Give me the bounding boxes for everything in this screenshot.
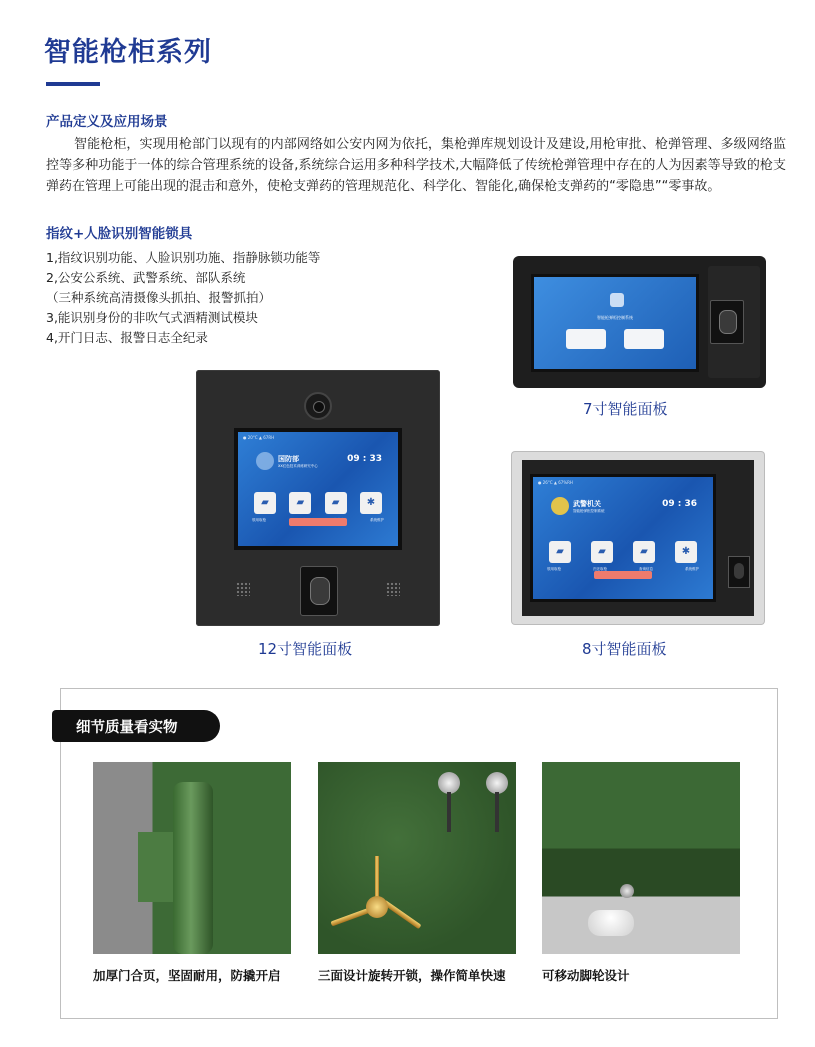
- lock-handle-photo: [318, 762, 516, 954]
- fingerprint-sensor-icon: [710, 300, 744, 344]
- screen-org: 国防部: [278, 455, 299, 463]
- panel-8-screen: [530, 474, 716, 602]
- tile-label: 领用取枪: [547, 567, 561, 571]
- feature-item: 4,开门日志、报警日志全纪录: [46, 330, 208, 345]
- screen-title: 智能枪弹柜控制系统: [597, 315, 633, 320]
- intro-heading: 产品定义及应用场景: [46, 114, 168, 130]
- emblem-icon: [551, 497, 569, 515]
- alarm-button: [289, 518, 347, 526]
- feature-item: 2,公安公系统、武警系统、部队系统: [46, 270, 246, 285]
- tile-label: 领用取枪: [252, 518, 266, 522]
- caster-wheel-icon: [588, 910, 634, 936]
- feature-item: 3,能识别身份的非吹气式酒精测试模块: [46, 310, 258, 325]
- speaker-grille: [386, 582, 400, 596]
- gun-icon: ▰: [591, 541, 613, 563]
- key-icon: [486, 772, 508, 794]
- screen-status: ● 20°C ▲ 67RH: [243, 435, 275, 440]
- fingerprint-sensor-icon: [300, 566, 338, 616]
- detail-caption: 三面设计旋转开锁，操作简单快速: [318, 968, 506, 983]
- alarm-button: [594, 571, 652, 579]
- screen-clock: 09 : 36: [662, 499, 697, 509]
- page-title: 智能枪柜系列: [44, 37, 212, 68]
- panel-8-inch-image: [512, 452, 764, 624]
- gun-icon: ▰: [325, 492, 347, 514]
- detail-caption: 可移动脚轮设计: [542, 968, 630, 983]
- tile-label: 归还取枪: [593, 567, 607, 571]
- bolt-icon: [620, 884, 634, 898]
- feature-item: 1,指纹识别功能、人脸识别功施、指静脉锁功能等: [46, 250, 321, 265]
- hinge-icon: [173, 782, 213, 954]
- details-tag-label: 细节质量看实物: [76, 720, 178, 736]
- gear-icon: ✱: [360, 492, 382, 514]
- intro-paragraph: 智能枪柜，实现用枪部门以现有的内部网络如公安内网为依托，集枪弹库规划设计及建设,用枪审批、枪弹管理、多级网络监控等多种功能于一体的综合管理系统的设备,系统综合运用多种科学技术,大幅降低了传统枪弹管理中存在的人为因素等导致的枪支弹药在管理上可能出现的混击和意外，使枪支弹药的管理规范化、科学化、智能化,确保枪支弹药的“零隐患”“零事故。: [46, 137, 786, 194]
- tile-label: 系统维护: [369, 518, 384, 522]
- detail-caption: 加厚门合页，坚固耐用，防撬开启: [93, 968, 281, 983]
- caption-8-inch: 8寸智能面板: [582, 640, 667, 658]
- screen-status: ● 26°C ▲ 67%RH: [538, 480, 573, 485]
- screen-button: [566, 329, 606, 349]
- gear-icon: ✱: [675, 541, 697, 563]
- screen-button: [624, 329, 664, 349]
- screen-org: 武警机关: [573, 500, 601, 508]
- rotary-handle-icon: [366, 896, 388, 918]
- emblem-icon: [610, 293, 624, 307]
- gun-icon: ▰: [254, 492, 276, 514]
- tile-label: 系统维护: [685, 567, 699, 571]
- camera-icon: [304, 392, 332, 420]
- caption-7-inch: 7寸智能面板: [583, 400, 668, 418]
- panel-7-screen: [531, 274, 699, 372]
- caster-photo: [542, 762, 740, 954]
- hinge-photo: [93, 762, 291, 954]
- screen-org-sub: XX红色技术训练研究中心: [278, 464, 318, 468]
- feature-list: [46, 248, 320, 348]
- caption-12-inch: 12寸智能面板: [258, 640, 353, 658]
- lock-heading: 指纹+人脸识别智能锁具: [46, 226, 193, 242]
- emblem-icon: [256, 452, 274, 470]
- panel-12-inch-image: [196, 370, 440, 626]
- feature-item: （三种系统高清摄像头抓拍、报警抓拍）: [46, 290, 272, 305]
- screen-org-sub: 智能枪弹柜控制系统: [573, 509, 605, 513]
- fingerprint-sensor-icon: [728, 556, 750, 588]
- key-icon: [438, 772, 460, 794]
- speaker-grille: [236, 582, 250, 596]
- screen-clock: 09 : 33: [347, 454, 382, 464]
- tile-label: 查询信息: [639, 567, 653, 571]
- panel-12-screen: [234, 428, 402, 550]
- gun-icon: ▰: [633, 541, 655, 563]
- gun-icon: ▰: [289, 492, 311, 514]
- title-underline: [46, 82, 100, 86]
- gun-icon: ▰: [549, 541, 571, 563]
